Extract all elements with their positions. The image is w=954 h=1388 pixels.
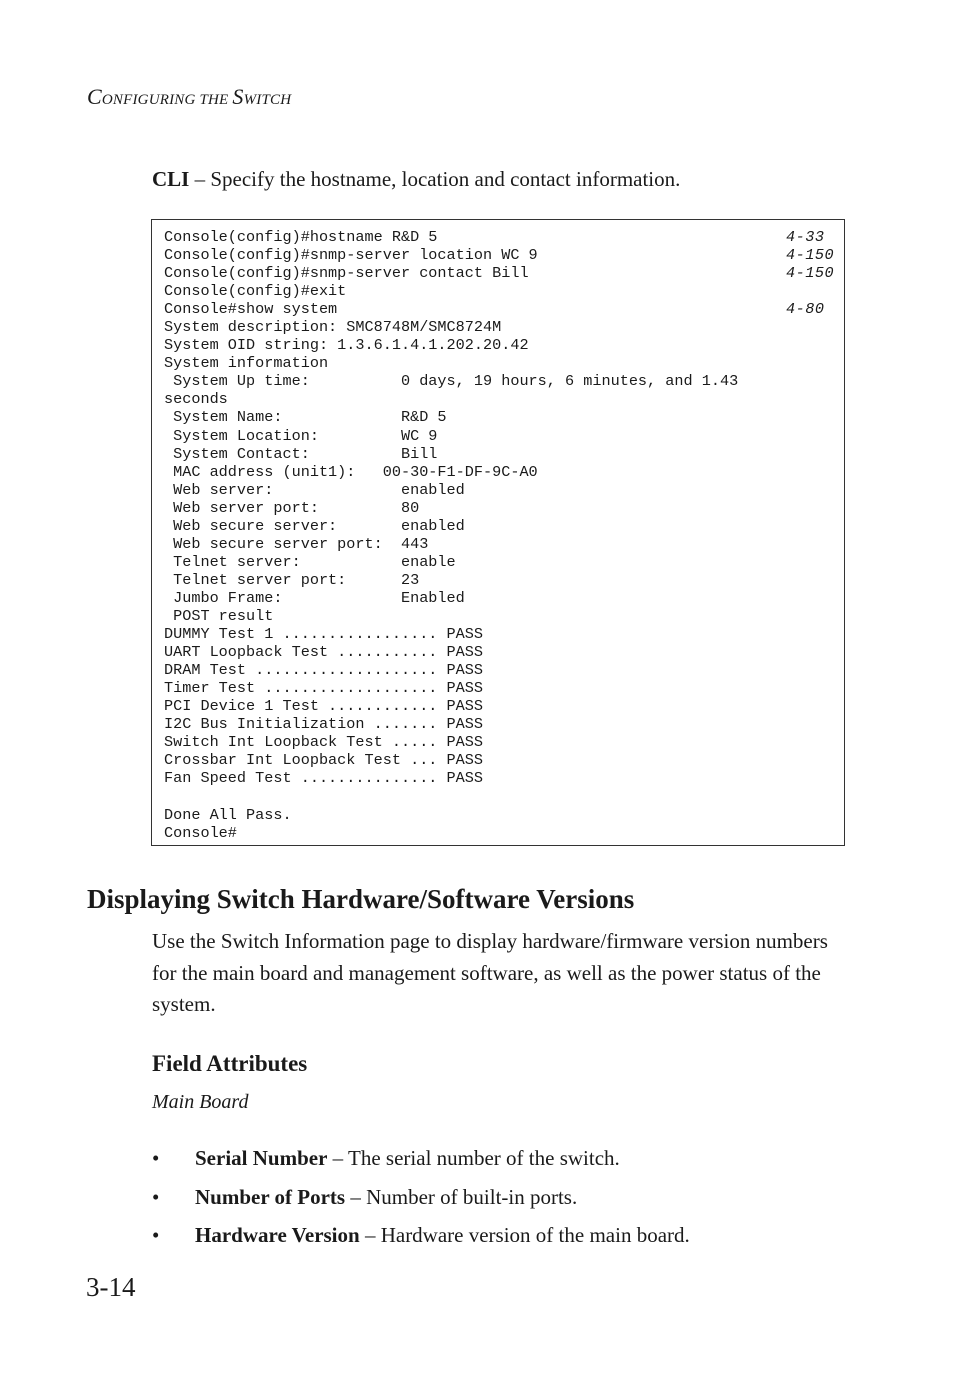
code-line bbox=[164, 463, 836, 481]
code-line bbox=[164, 787, 836, 805]
main-board-subheading: Main Board bbox=[152, 1091, 249, 1113]
code-text: DRAM Test .................... PASS bbox=[164, 661, 483, 680]
field-term: Number of Ports bbox=[195, 1184, 346, 1209]
list-item-hardware-version bbox=[152, 1220, 690, 1259]
code-line bbox=[164, 806, 836, 824]
code-text: Switch Int Loopback Test ..... PASS bbox=[164, 733, 483, 752]
code-text: Console# bbox=[164, 823, 237, 842]
code-line bbox=[164, 589, 836, 607]
code-text: Crossbar Int Loopback Test ... PASS bbox=[164, 751, 483, 770]
field-term: Hardware Version bbox=[195, 1223, 360, 1248]
code-text: System Location: WC 9 bbox=[164, 426, 438, 445]
code-line bbox=[164, 499, 836, 517]
field-desc: – Number of built-in ports. bbox=[345, 1184, 578, 1209]
command-reference: 4-150 bbox=[786, 264, 835, 283]
code-block bbox=[151, 219, 845, 846]
code-text: I2C Bus Initialization ....... PASS bbox=[164, 715, 483, 734]
code-line bbox=[164, 282, 836, 300]
page-number: 3-14 bbox=[86, 1272, 136, 1302]
code-line bbox=[164, 751, 836, 769]
cli-intro bbox=[152, 167, 680, 192]
list-item-number-of-ports bbox=[152, 1182, 690, 1221]
code-text: Console(config)#snmp-server contact Bill bbox=[164, 264, 529, 283]
running-head-initial-1: C bbox=[87, 84, 102, 109]
code-text: System description: SMC8748M/SMC8724M bbox=[164, 318, 502, 337]
bullet-icon: • bbox=[152, 1184, 160, 1209]
code-line bbox=[164, 318, 836, 336]
code-line bbox=[164, 769, 836, 787]
command-reference: 4-150 bbox=[786, 246, 835, 265]
bullet-icon: • bbox=[152, 1146, 160, 1170]
code-text: Telnet server: enable bbox=[164, 552, 456, 571]
code-line bbox=[164, 300, 836, 318]
code-text: Console(config)#hostname R&D 5 bbox=[164, 228, 438, 246]
code-text: POST result bbox=[164, 606, 274, 625]
code-text: Web secure server port: 443 bbox=[164, 534, 429, 553]
running-head-rest-2: WITCH bbox=[243, 92, 292, 108]
code-text: Timer Test ................... PASS bbox=[164, 679, 483, 698]
code-text: Done All Pass. bbox=[164, 805, 292, 824]
code-line bbox=[164, 372, 836, 390]
running-head-rest-1: ONFIGURING THE bbox=[101, 92, 233, 108]
code-line bbox=[164, 246, 836, 264]
field-desc: – The serial number of the switch. bbox=[327, 1146, 620, 1170]
code-text: Console(config)#exit bbox=[164, 282, 347, 301]
code-text: Web server: enabled bbox=[164, 480, 465, 499]
field-attributes-heading: Field Attributes bbox=[152, 1051, 308, 1076]
code-line bbox=[164, 824, 836, 842]
code-line bbox=[164, 643, 836, 661]
code-text: System Contact: Bill bbox=[164, 444, 438, 463]
code-text: Fan Speed Test ............... PASS bbox=[164, 769, 483, 788]
code-line bbox=[164, 481, 836, 499]
code-line bbox=[164, 517, 836, 535]
code-line bbox=[164, 535, 836, 553]
code-line bbox=[164, 661, 836, 679]
code-text: Web secure server: enabled bbox=[164, 516, 465, 535]
code-line bbox=[164, 336, 836, 354]
code-text: seconds bbox=[164, 390, 228, 409]
code-line bbox=[164, 390, 836, 408]
running-head-initial-2: S bbox=[232, 84, 244, 109]
code-line bbox=[164, 571, 836, 589]
code-line bbox=[164, 607, 836, 625]
code-line bbox=[164, 354, 836, 372]
cli-intro-text: – Specify the hostname, location and contact information. bbox=[189, 167, 681, 191]
code-text: UART Loopback Test ........... PASS bbox=[164, 643, 483, 662]
section-paragraph: Use the Switch Information page to display hardware/firmware version numbers for the main board and management software, as well as the power status of the system. bbox=[152, 929, 828, 1016]
code-text: MAC address (unit1): 00-30-F1-DF-9C-A0 bbox=[164, 462, 538, 481]
code-line bbox=[164, 445, 836, 463]
code-text: System OID string: 1.3.6.1.4.1.202.20.42 bbox=[164, 336, 529, 355]
code-line bbox=[164, 697, 836, 715]
code-line bbox=[164, 228, 836, 246]
code-text: Console(config)#snmp-server location WC 9 bbox=[164, 246, 538, 265]
code-line bbox=[164, 733, 836, 751]
list-item-serial-number bbox=[152, 1143, 690, 1182]
code-line bbox=[164, 715, 836, 733]
code-text: DUMMY Test 1 ................. PASS bbox=[164, 625, 483, 644]
code-text: System information bbox=[164, 354, 329, 373]
field-list bbox=[152, 1143, 690, 1259]
running-head bbox=[87, 84, 291, 110]
cli-label: CLI bbox=[152, 167, 190, 191]
code-line bbox=[164, 264, 836, 282]
code-line bbox=[164, 408, 836, 426]
code-text: Console#show system bbox=[164, 300, 338, 319]
code-text: Jumbo Frame: Enabled bbox=[164, 588, 465, 607]
code-line bbox=[164, 679, 836, 697]
field-term: Serial Number bbox=[195, 1146, 328, 1170]
bullet-icon: • bbox=[152, 1223, 160, 1248]
section-heading: Displaying Switch Hardware/Software Versions bbox=[87, 884, 635, 914]
code-line bbox=[164, 427, 836, 445]
command-reference: 4-33 bbox=[786, 228, 825, 246]
command-reference: 4-80 bbox=[786, 300, 825, 319]
code-text: PCI Device 1 Test ............ PASS bbox=[164, 697, 483, 716]
code-line bbox=[164, 625, 836, 643]
code-text: System Name: R&D 5 bbox=[164, 408, 447, 427]
code-text: System Up time: 0 days, 19 hours, 6 minutes, and 1.43 bbox=[164, 372, 739, 391]
field-desc: – Hardware version of the main board. bbox=[359, 1223, 690, 1248]
code-text: Web server port: 80 bbox=[164, 498, 420, 517]
code-text: Telnet server port: 23 bbox=[164, 570, 420, 589]
code-line bbox=[164, 553, 836, 571]
